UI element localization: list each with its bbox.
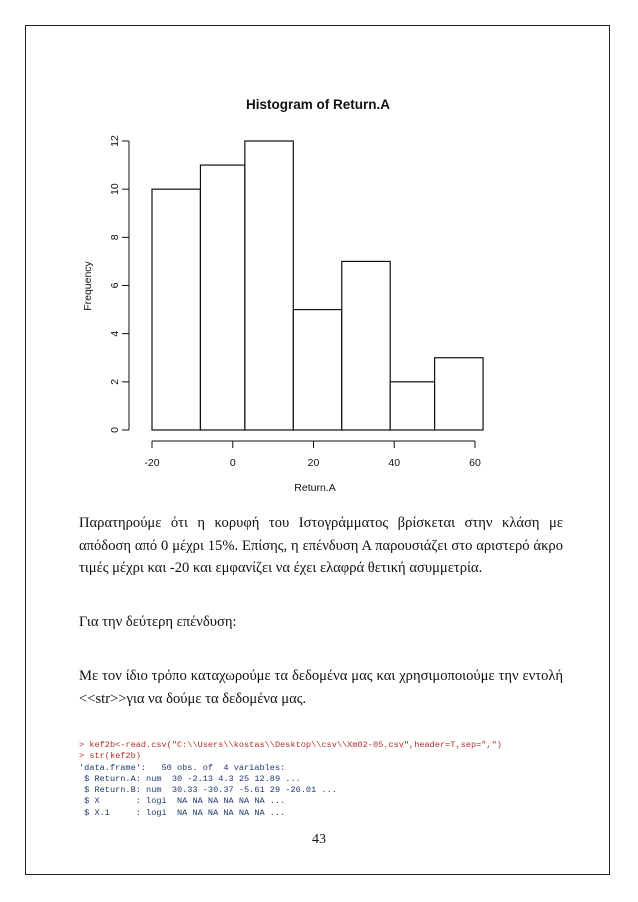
histogram-bar-6: [390, 382, 434, 430]
histogram-bar-3: [245, 141, 293, 430]
x-tick-label: -20: [144, 457, 160, 469]
y-tick-label: 4: [109, 330, 121, 337]
code-line: 'data.frame': 50 obs. of 4 variables:: [79, 762, 286, 773]
x-tick-label: 60: [469, 457, 481, 469]
histogram-bar-7: [435, 358, 483, 430]
histogram-bar-4: [293, 310, 341, 430]
y-tick-label: 8: [109, 234, 121, 241]
paragraph-str-command: Με τον ίδιο τρόπο καταχωρούμε τα δεδομένα μας και χρησιμοποιούμε την εντολή <<str>>για να δούμε τα δεδομένα μας.: [79, 668, 563, 707]
x-tick-label: 20: [307, 457, 320, 469]
histogram-bar-5: [342, 261, 390, 430]
code-line: $ Return.A: num 30 -2.13 4.3 25 12.89 ...: [79, 773, 301, 784]
code-line: $ X.1 : logi NA NA NA NA NA NA ...: [79, 807, 286, 818]
y-tick-label: 2: [109, 378, 121, 385]
code-line: > kef2b<-read.csv("C:\\Users\\kostas\\Desktop\\csv\\Xm02-05.csv",header=T,sep=","): [79, 740, 502, 750]
code-line: $ X : logi NA NA NA NA NA NA ...: [79, 796, 286, 807]
page-number: 43: [312, 832, 326, 847]
code-line: $ Return.B: num 30.33 -30.37 -5.61 29 -26.01 ...: [79, 785, 337, 796]
chart-title: Histogram of Return.A: [245, 97, 391, 112]
y-axis-label: Frequency: [82, 261, 94, 311]
histogram-bar-2: [200, 165, 244, 430]
paragraph-second-investment: Για την δεύτερη επένδυση:: [79, 614, 237, 630]
r-console-output: [79, 740, 502, 819]
y-tick-label: 12: [109, 135, 121, 147]
code-line: > str(kef2b): [79, 751, 141, 762]
x-tick-label: 40: [388, 457, 401, 469]
y-tick-label: 6: [109, 282, 121, 289]
paragraph-histogram-description: Παρατηρούμε ότι η κορυφή του Ιστογράμματος βρίσκεται στην κλάση με απόδοση από 0 μέχρι 15%. Επίσης, η επένδυση Α παρουσιάζει στο αριστερό άκρο τιμές μέχρι και -20 και εμφανίζει να έχει ελαφρά θετική ασυμμετρία.: [79, 515, 563, 576]
y-tick-label: 0: [109, 427, 121, 433]
x-axis-label: Return.A: [294, 482, 336, 494]
y-tick-label: 10: [109, 183, 121, 196]
x-tick-label: 0: [229, 457, 236, 469]
histogram-bar-1: [152, 189, 200, 430]
